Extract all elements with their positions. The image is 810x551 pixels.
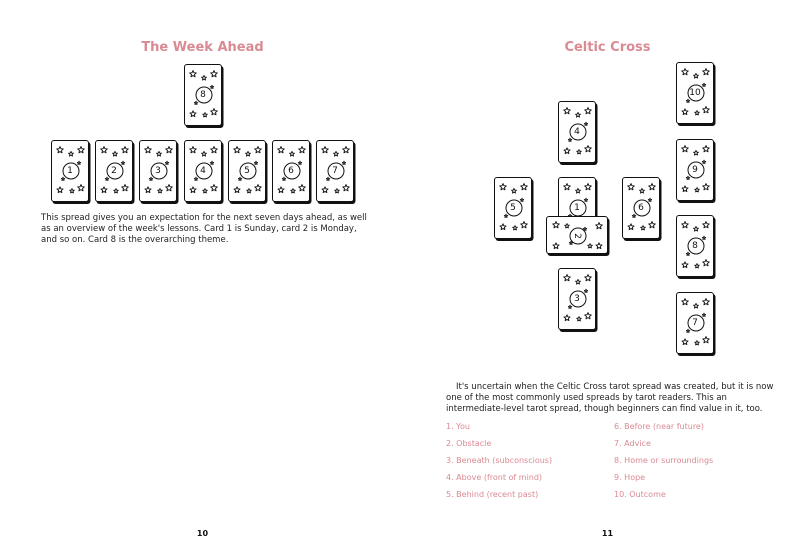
star-icon (322, 147, 329, 153)
card-number: 6 (288, 166, 294, 176)
star-icon (703, 222, 710, 228)
star-icon (694, 226, 699, 231)
star-icon (703, 260, 710, 266)
star-icon (585, 146, 592, 152)
star-icon (69, 151, 74, 156)
star-icon (513, 226, 518, 230)
star-icon (101, 147, 108, 153)
star-icon (682, 109, 688, 115)
star-icon (596, 243, 602, 249)
star-icon (682, 186, 688, 192)
star-icon (585, 184, 592, 190)
positions-list-right (614, 418, 713, 503)
star-icon (166, 185, 173, 191)
tarot-card-7 (316, 140, 354, 202)
star-icon (649, 184, 656, 190)
star-icon (101, 187, 107, 193)
star-icon (145, 187, 151, 193)
star-icon (640, 188, 645, 193)
star-icon (114, 189, 119, 193)
star-icon (190, 111, 196, 117)
position-item: 6. Before (near future) (614, 422, 704, 431)
star-icon (576, 112, 581, 117)
star-icon (695, 264, 700, 268)
card-number: 8 (692, 241, 698, 251)
tarot-card-2 (546, 216, 608, 254)
star-icon (158, 189, 163, 193)
star-icon (564, 184, 571, 190)
star-icon (577, 317, 582, 321)
star-icon (682, 299, 689, 305)
star-icon (157, 151, 162, 156)
tarot-card-3 (558, 268, 596, 330)
star-icon (703, 107, 710, 113)
star-icon (166, 147, 173, 153)
star-icon (211, 109, 218, 115)
star-icon (576, 279, 581, 284)
card-number: 5 (244, 166, 250, 176)
star-icon (334, 151, 339, 156)
position-item: 7. Advice (614, 439, 651, 448)
star-icon (343, 185, 350, 191)
star-icon (694, 73, 699, 78)
position-item: 8. Home or surroundings (614, 456, 714, 465)
star-icon (500, 184, 507, 190)
star-icon (202, 151, 207, 156)
positions-list-left (446, 418, 552, 503)
card-number: 10 (689, 88, 701, 98)
tarot-card-6 (622, 177, 660, 239)
star-icon (682, 146, 689, 152)
card-number: 5 (510, 203, 516, 213)
star-icon (335, 189, 340, 193)
star-icon (190, 71, 197, 77)
card-number: 1 (67, 166, 73, 176)
star-icon (682, 262, 688, 268)
week-ahead-title: The Week Ahead (141, 40, 264, 55)
star-icon (57, 147, 64, 153)
star-icon (695, 188, 700, 192)
star-icon (322, 187, 328, 193)
star-icon (585, 108, 592, 114)
star-icon (694, 150, 699, 155)
star-icon (703, 146, 710, 152)
tarot-card-5 (494, 177, 532, 239)
star-icon (234, 147, 241, 153)
star-icon (682, 222, 689, 228)
star-icon (278, 147, 285, 153)
position-item: 3. Beneath (subconscious) (446, 456, 553, 465)
card-number: 2 (111, 166, 117, 176)
tarot-card-8 (184, 64, 222, 126)
star-icon (122, 185, 129, 191)
page-number-right: 11 (601, 529, 614, 538)
star-icon (113, 151, 118, 156)
position-item: 4. Above (front of mind) (446, 473, 543, 482)
star-icon (211, 185, 218, 191)
star-icon (596, 223, 603, 229)
star-icon (278, 187, 284, 193)
star-icon (255, 185, 262, 191)
star-icon (299, 147, 306, 153)
star-icon (576, 188, 581, 193)
star-icon (290, 151, 295, 156)
star-icon (203, 113, 208, 117)
star-icon (703, 69, 710, 75)
star-icon (190, 147, 197, 153)
star-icon (564, 315, 570, 321)
card-number: 4 (200, 166, 206, 176)
week-ahead-description: This spread gives you an expectation for the next seven days ahead, as well as an overview of the week's lessons. Card 1 is Sunday, card 2 is Monday, and so on. Card 8 is the overarching theme. (41, 213, 367, 245)
star-icon (564, 148, 570, 154)
star-icon (145, 147, 152, 153)
star-icon (211, 147, 218, 153)
star-icon (577, 150, 582, 154)
star-icon (703, 337, 710, 343)
star-icon (203, 189, 208, 193)
tarot-card-6 (272, 140, 310, 202)
card-number: 7 (692, 318, 698, 328)
card-number: 2 (572, 233, 582, 239)
star-icon (649, 222, 656, 228)
star-icon (291, 189, 296, 193)
celtic-cross-title: Celtic Cross (564, 40, 651, 55)
tarot-card-8 (676, 215, 714, 277)
star-icon (695, 341, 700, 345)
card-number: 3 (574, 294, 580, 304)
position-item: 1. You (446, 422, 470, 431)
star-icon (588, 244, 593, 248)
star-icon (628, 184, 635, 190)
star-icon (234, 187, 240, 193)
star-icon (628, 224, 634, 230)
card-number: 7 (332, 166, 338, 176)
position-item: 5. Behind (recent past) (446, 490, 539, 499)
star-icon (564, 275, 571, 281)
star-icon (78, 147, 85, 153)
star-icon (585, 275, 592, 281)
tarot-card-3 (139, 140, 177, 202)
star-icon (202, 75, 207, 80)
star-icon (190, 187, 196, 193)
position-item: 9. Hope (614, 473, 646, 482)
tarot-card-10 (676, 62, 714, 124)
star-icon (246, 151, 251, 156)
star-icon (299, 185, 306, 191)
star-icon (247, 189, 252, 193)
star-icon (512, 188, 517, 193)
card-number: 6 (638, 203, 644, 213)
tarot-card-7 (676, 292, 714, 354)
tarot-card-2 (95, 140, 133, 202)
star-icon (122, 147, 129, 153)
star-icon (500, 224, 506, 230)
star-icon (553, 222, 560, 228)
celtic-cross-description: It's uncertain when the Celtic Cross tarot spread was created, but it is now one of the most commonly used spreads by tarot readers. This an intermediate-level tarot spread, though beginners can find value in it, too. (446, 382, 774, 414)
star-icon (564, 108, 571, 114)
tarot-card-4 (558, 101, 596, 163)
position-item: 10. Outcome (614, 490, 666, 499)
star-icon (641, 226, 646, 230)
card-number: 1 (574, 203, 580, 213)
card-number: 4 (574, 127, 580, 137)
star-icon (585, 313, 592, 319)
star-icon (211, 71, 218, 77)
star-icon (703, 299, 710, 305)
position-item: 2. Obstacle (446, 439, 492, 448)
star-icon (553, 243, 559, 249)
star-icon (682, 339, 688, 345)
star-icon (70, 189, 75, 193)
tarot-card-1 (51, 140, 89, 202)
card-number: 9 (692, 165, 698, 175)
star-icon (57, 187, 63, 193)
star-icon (521, 222, 528, 228)
star-icon (695, 111, 700, 115)
star-icon (694, 303, 699, 308)
star-icon (703, 184, 710, 190)
star-icon (682, 69, 689, 75)
card-number: 3 (155, 166, 161, 176)
star-icon (78, 185, 85, 191)
tarot-card-5 (228, 140, 266, 202)
tarot-card-9 (676, 139, 714, 201)
star-icon (343, 147, 350, 153)
tarot-card-4 (184, 140, 222, 202)
card-number: 8 (200, 90, 206, 100)
star-icon (521, 184, 528, 190)
star-icon (255, 147, 262, 153)
page-number-left: 10 (196, 529, 209, 538)
right-page (405, 0, 810, 551)
